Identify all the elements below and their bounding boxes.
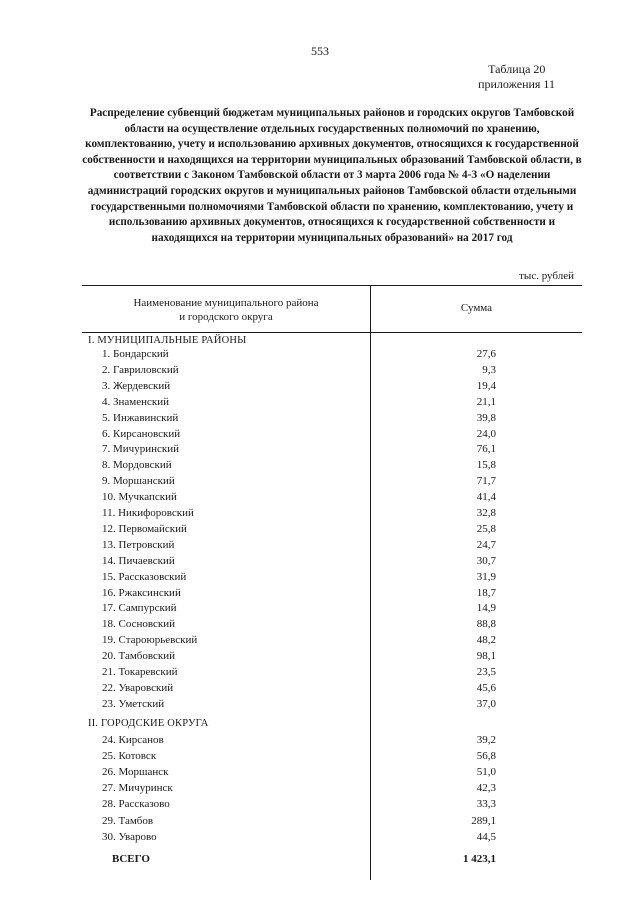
row-value: 98,1	[476, 650, 496, 663]
row-name: 18. Сосновский	[102, 618, 176, 631]
column-header-sum: Сумма	[460, 302, 493, 314]
row-name: 5. Инжавинский	[102, 411, 179, 424]
row-value: 14,9	[476, 602, 496, 615]
row-value: 18,7	[476, 586, 496, 599]
table-row	[82, 443, 582, 458]
row-name: 8. Мордовский	[102, 459, 172, 472]
column-header-name-line1: Наименование муниципального района	[133, 297, 319, 309]
table-number: Таблица 20	[488, 62, 546, 76]
row-value: 23,5	[476, 666, 496, 678]
row-name: 23. Уметский	[102, 697, 165, 710]
row-value: 88,8	[476, 618, 496, 631]
row-name: 22. Уваровский	[102, 681, 174, 694]
row-value: 9,3	[482, 363, 496, 376]
row-value: 48,2	[476, 634, 496, 647]
row-name: 7. Мичуринский	[102, 443, 179, 456]
row-name: 10. Мучкапский	[102, 491, 177, 504]
row-value: 25,8	[476, 522, 496, 535]
table-row	[82, 507, 582, 522]
total-row	[82, 853, 582, 869]
table-row	[82, 766, 582, 781]
row-value: 39,8	[476, 411, 496, 424]
row-value: 19,4	[476, 379, 496, 392]
row-value: 30,7	[476, 554, 496, 567]
table-row	[82, 459, 582, 474]
row-value: 289,1	[471, 814, 496, 827]
row-name: 25. Котовск	[102, 750, 157, 763]
row-name: 27. Мичуринск	[102, 782, 173, 795]
row-name: 19. Староюрьевский	[102, 634, 198, 647]
row-name: 12. Первомайский	[102, 522, 187, 535]
row-name: 28. Рассказово	[102, 798, 170, 811]
table-row	[82, 571, 582, 586]
table-row	[82, 698, 582, 713]
table-reference	[478, 62, 555, 92]
row-name: 15. Рассказовский	[102, 570, 187, 583]
row-value: 51,0	[476, 766, 496, 779]
table-row	[82, 734, 582, 749]
row-name: 24. Кирсанов	[102, 734, 164, 746]
table-row	[82, 348, 582, 363]
row-name: 26. Моршанск	[102, 766, 169, 779]
row-value: 21,1	[476, 395, 496, 408]
units-label: тыс. рублей	[519, 270, 574, 282]
row-name: 20. Тамбовский	[102, 650, 176, 663]
row-value: 24,0	[476, 427, 496, 440]
table-row	[82, 782, 582, 797]
table-row	[82, 634, 582, 649]
table-row	[82, 539, 582, 554]
table-row	[82, 602, 582, 617]
row-value: 31,9	[476, 570, 496, 583]
table-row	[82, 396, 582, 411]
appendix-number: приложения 11	[478, 77, 555, 91]
table-row	[82, 650, 582, 665]
row-name: 9. Моршанский	[102, 475, 175, 488]
table-row	[82, 815, 582, 830]
table-row	[82, 831, 582, 846]
row-name: 2. Гавриловский	[102, 363, 179, 376]
row-value: 33,3	[476, 798, 496, 811]
row-name: 17. Сампурский	[102, 602, 177, 615]
table-row	[82, 475, 582, 490]
column-header-name-line2: и городского округа	[179, 311, 273, 323]
header-separator	[82, 332, 582, 333]
row-name: 4. Знаменский	[102, 395, 170, 408]
table-row	[82, 491, 582, 506]
table-row	[82, 798, 582, 813]
table-row	[82, 523, 582, 538]
total-value: 1 423,1	[463, 853, 496, 865]
row-value: 15,8	[476, 459, 496, 472]
row-name: 6. Кирсановский	[102, 427, 181, 440]
row-name: 30. Уварово	[102, 830, 157, 843]
row-name: 16. Ржаксинский	[102, 586, 181, 599]
row-name: 21. Токаревский	[102, 666, 178, 678]
row-value: 71,7	[476, 475, 496, 488]
row-name: 29. Тамбов	[102, 814, 154, 827]
row-value: 45,6	[476, 681, 496, 694]
row-value: 37,0	[476, 697, 496, 710]
table-row	[82, 555, 582, 570]
table-row	[82, 666, 582, 681]
section-title-districts: I. МУНИЦИПАЛЬНЫЕ РАЙОНЫ	[88, 335, 247, 346]
column-header-name	[82, 296, 370, 324]
row-value: 76,1	[476, 443, 496, 456]
row-value: 41,4	[476, 491, 496, 504]
row-value: 39,2	[476, 734, 496, 746]
page-number: 553	[311, 44, 329, 58]
table-row	[82, 750, 582, 765]
row-name: 3. Жердевский	[102, 379, 171, 392]
row-name: 14. Пичаевский	[102, 554, 175, 567]
row-name: 11. Никифоровский	[102, 507, 194, 519]
distribution-table	[82, 285, 582, 880]
document-heading: Распределение субвенций бюджетам муниципальных районов и городских округов Тамбовской области на осуществление отдельных государственных полномочий по хранению, комплектованию, учету и использованию архивных документов, относящихся к государственной собственности и находящихся на территории муниципальных образований Тамбовской области, в соответствии с Законом Тамбовской области от 3 марта 2006 года № 4-З «О наделении администраций городских округов и муниципальных районов Тамбовской области отдельными государственными полномочиями Тамбовской области по хранению, комплектованию, учету и использованию архивных документов, относящихся к государственной собственности и находящихся на территории муниципальных образований» на 2017 год	[82, 107, 582, 244]
table-row	[82, 618, 582, 633]
table-row	[82, 682, 582, 697]
total-label: ВСЕГО	[112, 853, 150, 865]
table-row	[82, 364, 582, 379]
row-value: 27,6	[476, 348, 496, 360]
row-value: 56,8	[476, 750, 496, 763]
table-row	[82, 587, 582, 602]
row-name: 1. Бондарский	[102, 348, 169, 360]
table-row	[82, 428, 582, 443]
row-value: 32,8	[476, 507, 496, 519]
table-row	[82, 380, 582, 395]
row-name: 13. Петровский	[102, 538, 175, 551]
table-row	[82, 412, 582, 427]
section-title-urban-districts: II. ГОРОДСКИЕ ОКРУГА	[88, 718, 209, 729]
row-value: 44,5	[476, 830, 496, 843]
row-value: 24,7	[476, 538, 496, 551]
row-value: 42,3	[476, 782, 496, 795]
